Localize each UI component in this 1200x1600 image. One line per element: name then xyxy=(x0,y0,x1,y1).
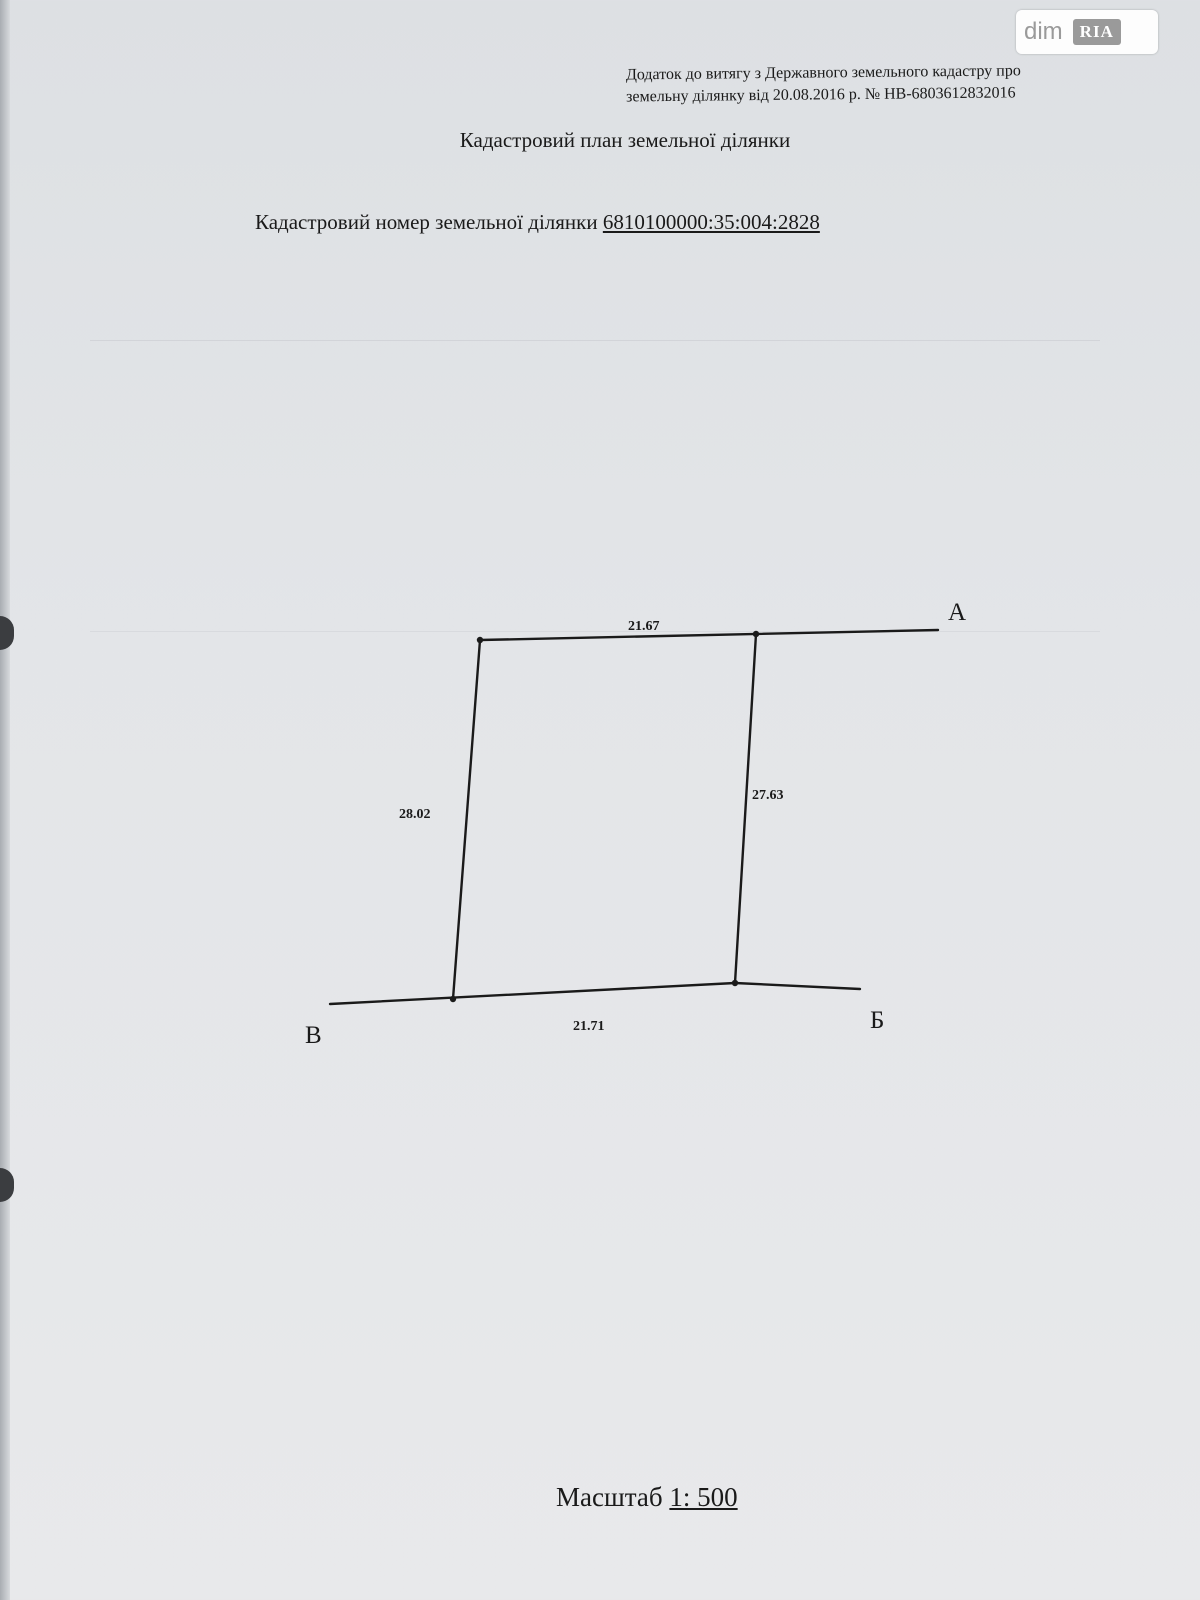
side-length-top: 21.67 xyxy=(628,619,660,634)
vertex-marker xyxy=(732,980,738,986)
boundary-line-top xyxy=(480,630,938,640)
watermark-brand: dim xyxy=(1024,18,1063,45)
scale-label: Масштаб xyxy=(556,1482,663,1512)
vertex-marker xyxy=(477,637,483,643)
neighbor-label-a: А xyxy=(948,599,967,626)
vertex-marker xyxy=(753,631,759,637)
boundary-line-right xyxy=(735,634,756,983)
boundary-line-left xyxy=(453,640,480,999)
scale-line xyxy=(556,1482,738,1513)
neighbor-label-b: Б xyxy=(870,1007,885,1034)
page-title: Кадастровий план земельної ділянки xyxy=(459,128,791,152)
boundary-line-bottom xyxy=(330,983,735,1004)
side-length-bottom: 21.71 xyxy=(573,1019,605,1034)
header-note-line-1: Додаток до витягу з Державного земельного кадастру про xyxy=(625,62,1021,84)
header-note-line-2: земельну ділянку від 20.08.2016 р. № НВ-6803612832016 xyxy=(626,84,1016,106)
scale-value: 1: 500 xyxy=(669,1482,738,1512)
boundary-line-bottom-right xyxy=(735,983,860,989)
neighbor-label-v: В xyxy=(305,1022,322,1049)
cadastral-label: Кадастровий номер земельної ділянки xyxy=(255,210,598,234)
cadastral-number: 6810100000:35:004:2828 xyxy=(602,210,820,234)
vertex-marker xyxy=(450,996,456,1002)
watermark-badge: RIA xyxy=(1073,19,1121,45)
side-length-left: 28.02 xyxy=(399,807,431,822)
side-length-right: 27.63 xyxy=(752,788,784,803)
